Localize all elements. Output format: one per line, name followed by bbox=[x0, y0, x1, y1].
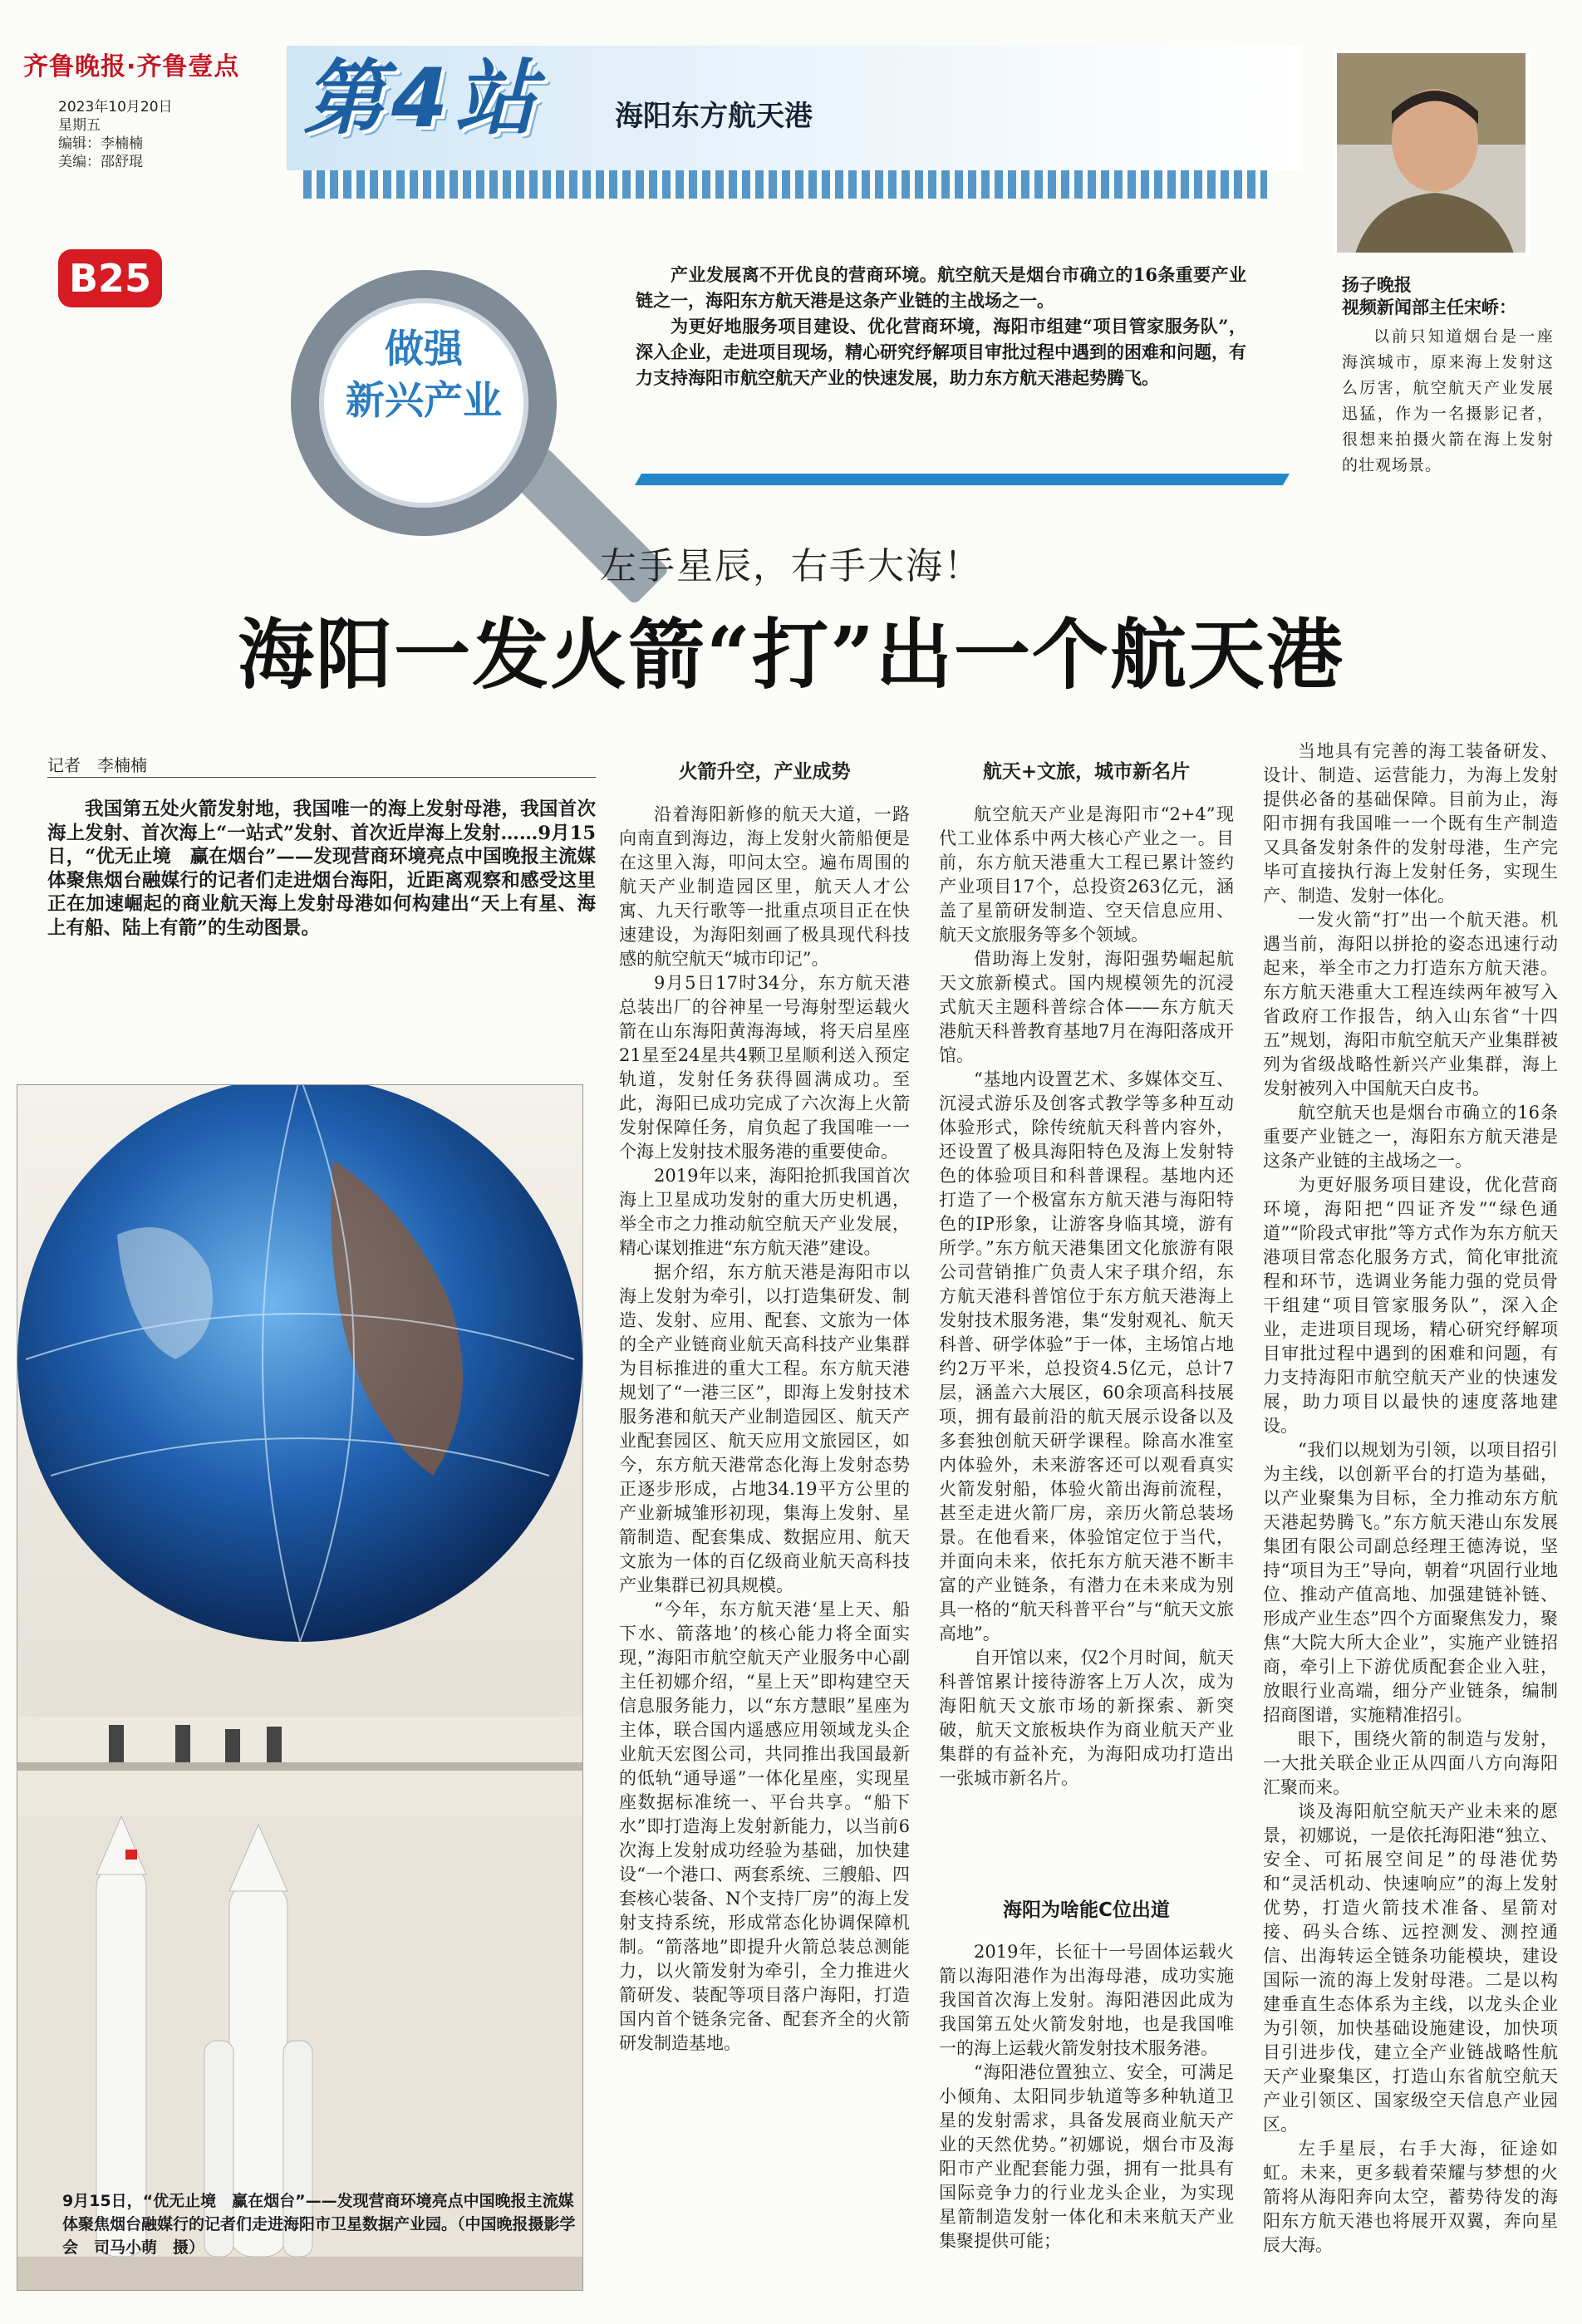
reporter-outlet: 扬子晚报 bbox=[1342, 275, 1412, 295]
section-theme-line2: 新兴产业 bbox=[346, 378, 502, 424]
article-paragraph: 借助海上发射，海阳强势崛起航天文旅新模式。国内规模领先的沉浸式航天主题科普综合体——东方航天港航天科普教育基地7月在海阳落成开馆。 bbox=[939, 949, 1234, 1065]
banner-stripes bbox=[303, 170, 1267, 199]
section-theme bbox=[299, 324, 548, 427]
editor-credit: 编辑：李楠楠 bbox=[58, 135, 143, 152]
page-number-badge: B25 bbox=[58, 249, 162, 307]
reporter-avatar bbox=[1334, 50, 1529, 256]
main-headline: 海阳一发火箭“打”出一个航天港 bbox=[238, 610, 1344, 700]
article-column-2-continued bbox=[939, 1940, 1234, 2253]
section-theme-line1: 做强 bbox=[385, 327, 463, 372]
article-paragraph: “我们以规划为引领，以项目招引为主线，以创新平台的打造为基础，以产业聚集为目标，全力推动东方航天港起势腾飞。”东方航天港山东发展集团有限公司副总经理王德涛说，坚持“项目为王”导向，朝着“巩固行业地位、推动产值高地、加强建链补链、形成产业生态”四个方面聚焦发力，聚焦“大院大所大企业”，实施产业链招商，牵引上下游优质配套企业入驻，放眼行业高端，细分产业链条，编制招商图谱，实施精准招引。 bbox=[1263, 1440, 1558, 1725]
article-paragraph: 2019年，长征十一号固体运载火箭以海阳港作为出海母港，成功实施我国首次海上发射。海阳港因此成为我国第五处火箭发射地，也是我国唯一的海上运载火箭发射技术服务港。 bbox=[939, 1942, 1234, 2058]
article-paragraph: 自开馆以来，仅2个月时间，航天科普馆累计接待游客上万人次，成为海阳航天文旅市场的新探索、新突破，航天文旅板块作为商业航天产业集群的有益补充，为海阳成功打造出一张城市新名片。 bbox=[939, 1648, 1234, 1788]
issue-meta bbox=[58, 98, 173, 171]
intro-paragraph: 为更好地服务项目建设、优化营商环境，海阳市组建“项目管家服务队”，深入企业，走进项目现场，精心研究纾解项目审批过程中遇到的困难和问题，有力支持海阳市航空航天产业的快速发展，助力东方航天港起势腾飞。 bbox=[636, 316, 1246, 388]
article-column-1 bbox=[619, 760, 910, 2056]
article-paragraph: 9月5日17时34分，东方航天港总装出厂的谷神星一号海射型运载火箭在山东海阳黄海海域，将天启星座21星至24星共4颗卫星顺利送入预定轨道，发射任务获得圆满成功。至此，海阳已成功完成了六次海上火箭发射保障任务，肩负起了我国唯一一个海上发射技术服务港的重要使命。 bbox=[619, 973, 910, 1162]
lede-paragraph: 我国第五处火箭发射地，我国唯一的海上发射母港，我国首次海上发射、首次海上“一站式”发射、首次近岸海上发射……9月15日，“优无止境 赢在烟台”——发现营商环境亮点中国晚报主流媒体聚焦烟台融媒行的记者们走进烟台海阳，近距离观察和感受这里正在加速崛起的商业航天海上发射母港如何构建出“天上有星、海上有船、陆上有箭”的生动图景。 bbox=[47, 798, 596, 939]
article-paragraph: “基地内设置艺术、多媒体交互、沉浸式游乐及创客式教学等多种互动体验形式，除传统航天科普内容外，还设置了极具海阳特色及海上发射特色的体验项目和科普课程。基地内还打造了一个极富东方航天港与海阳特色的IP形象，让游客身临其境，游有所学。”东方航天港集团文化旅游有限公司营销推广负责人宋子琪介绍，东方航天港科普馆位于东方航天港海上发射技术服务港，集“发射观礼、航天科普、研学体验”于一体，主场馆占地约2万平米，总投资4.5亿元，总计7层，涵盖六大展区，60余项高科技展项，拥有最前沿的航天展示设备以及多套独创航天研学课程。除高水准室内体验外，未来游客还可以观看真实火箭发射船，体验火箭出海前流程，甚至走进火箭厂房，亲历火箭总装场景。在他看来，体验馆定位于当代，并面向未来，依托东方航天港不断丰富的产业链条，有潜力在未来成为别具一格的“航天科普平台”与“航天文旅高地”。 bbox=[939, 1069, 1234, 1644]
byline-rule bbox=[47, 777, 596, 778]
article-column-3 bbox=[1263, 739, 1558, 2258]
feature-photo bbox=[17, 1084, 583, 2291]
article-paragraph: 据介绍，东方航天港是海阳市以海上发射为牵引，以打造集研发、制造、发射、应用、配套、文旅为一体的全产业链商业航天高科技产业集群为目标推进的重大工程。东方航天港规划了“一港三区”，即海上发射技术服务港和航天产业制造园区、航天产业配套园区、航天应用文旅园区，如今，东方航天港常态化海上发射态势正逐步形成，占地34.19平方公里的产业新城雏形初现，集海上发射、星箭制造、配套集成、数据应用、航天文旅为一体的百亿级商业航天高科技产业集群已初具规模。 bbox=[619, 1262, 910, 1595]
article-paragraph: 沿着海阳新修的航天大道，一路向南直到海边，海上发射火箭船便是在这里入海，叩问太空。遍布周围的航天产业制造园区里，航天人才公寓、九天行歌等一批重点项目正在快速建设，为海阳刻画了极具现代科技感的航空航天“城市印记”。 bbox=[619, 804, 910, 969]
newspaper-masthead: 齐鲁晚报·齐鲁壹点 bbox=[23, 52, 240, 81]
article-paragraph: 2019年以来，海阳抢抓我国首次海上卫星成功发射的重大历史机遇，举全市之力推动航空航天产业发展，精心谋划推进“东方航天港”建设。 bbox=[619, 1166, 910, 1258]
designer-credit: 美编：邵舒琨 bbox=[58, 154, 143, 170]
headline-kicker: 左手星辰，右手大海！ bbox=[600, 545, 982, 587]
intro-paragraph: 产业发展离不开优良的营商环境。航空航天是烟台市确立的16条重要产业链之一，海阳东方航天港是这条产业链的主战场之一。 bbox=[636, 264, 1246, 311]
article-paragraph: 当地具有完善的海工装备研发、设计、制造、运营能力，为海上发射提供必备的基础保障。目前为止，海阳市拥有我国唯一一个既有生产制造又具备发射条件的发射母港，生产完毕可直接执行海上发射任务，实现生产、制造、发射一体化。 bbox=[1263, 741, 1558, 906]
reporter-quote: 以前只知道烟台是一座海滨城市，原来海上发射这么厉害，航空航天产业发展迅猛，作为一名摄影记者，很想来拍摄火箭在海上发射的壮观场景。 bbox=[1342, 327, 1554, 474]
article-paragraph: 为更好服务项目建设，优化营商环境，海阳把“四证齐发”“绿色通道”“阶段式审批”等方式作为东方航天港项目常态化服务方式，简化审批流程和环节，选调业务能力强的党员骨干组建“项目管家服务队”，深入企业，走进项目现场，精心研究纾解项目审批过程中遇到的困难和问题，有力支持海阳市航空航天产业的快速发展，助力项目以最快的速度落地建设。 bbox=[1263, 1175, 1558, 1436]
article-column-2 bbox=[939, 760, 1234, 1791]
article-paragraph: “今年，东方航天港‘星上天、船下水、箭落地’的核心能力将全面实现，”海阳市航空航天产业服务中心副主任初娜介绍，“星上天”即构建空天信息服务能力，以“东方慧眼”星座为主体，联合国内遥感应用领域龙头企业航天宏图公司，共同推出我国最新的低轨“通导遥”一体化星座，实现星座数据标准统一、平台共享。“船下水”即打造海上发射新能力，以当前6次海上发射成功经验为基础，加快建设“一个港口、两套系统、三艘船、四套核心装备、N个支持厂房”的海上发射支持系统，形成常态化协调保障机制。“箭落地”即提升火箭总装总测能力，以火箭发射为牵引，全力推进火箭研发、装配等项目落户海阳，打造国内首个链条完备、配套齐全的火箭研发制造基地。 bbox=[619, 1599, 910, 2053]
section-heading: 航天+文旅，城市新名片 bbox=[982, 761, 1191, 783]
article-paragraph: 谈及海阳航空航天产业未来的愿景，初娜说，一是依托海阳港“独立、安全、可拓展空间足”的母港优势和“灵活机动、快速响应”的海上发射优势，打造火箭技术准备、星箭对接、码头合练、远控测发、测控通信、出海转运全链条功能模块，建设国际一流的海上发射母港。二是以构建垂直生态体系为主线，以龙头企业为引领，加快基础设施建设，加快项目引进步伐，建立全产业链战略性航天产业聚集区，打造山东省航空航天产业引领区、国家级空天信息产业园区。 bbox=[1263, 1801, 1558, 2135]
photo-caption: 9月15日，“优无止境 赢在烟台”——发现营商环境亮点中国晚报主流媒体聚焦烟台融媒行的记者们走进海阳市卫星数据产业园。（中国晚报摄影学会 司马小萌 摄） bbox=[62, 2192, 576, 2257]
article-paragraph: 一发火箭“打”出一个航天港。机遇当前，海阳以拼抢的姿态迅速行动起来，举全市之力打造东方航天港。东方航天港重大工程连续两年被写入省政府工作报告，纳入山东省“十四五”规划，海阳市航空航天产业集群被列为省级战略性新兴产业集群，海上发射被列入中国航天白皮书。 bbox=[1263, 910, 1558, 1098]
article-paragraph: 航空航天产业是海阳市“2+4”现代工业体系中两大核心产业之一。目前，东方航天港重大工程已累计签约产业项目17个，总投资263亿元，涵盖了星箭研发制造、空天信息应用、航天文旅服务等多个领域。 bbox=[939, 804, 1234, 945]
section-heading: 火箭升空，产业成势 bbox=[678, 761, 851, 783]
intro-block bbox=[636, 262, 1246, 391]
reporter-title: 视频新闻部主任宋峤： bbox=[1342, 297, 1516, 317]
article-paragraph: “海阳港位置独立、安全，可满足小倾角、太阳同步轨道等多种轨道卫星的发射需求，具备发展商业航天产业的天然优势。”初娜说，烟台市及海阳市产业配套能力强，拥有一批具有国际竞争力的行业龙头企业，为实现星箭制造发射一体化和未来航天产业集聚提供可能； bbox=[939, 2062, 1234, 2251]
station-title: 第4站 bbox=[303, 52, 543, 146]
issue-weekday: 星期五 bbox=[58, 117, 101, 134]
section-heading: 海阳为啥能C位出道 bbox=[1003, 1899, 1170, 1921]
lede bbox=[47, 798, 596, 940]
issue-date: 2023年10月20日 bbox=[58, 99, 173, 115]
reporter-info bbox=[1342, 274, 1516, 319]
station-subtitle: 海阳东方航天港 bbox=[615, 100, 813, 133]
article-paragraph: 航空航天也是烟台市确立的16条重要产业链之一，海阳东方航天港是这条产业链的主战场之一。 bbox=[1263, 1103, 1558, 1171]
intro-accent-bar bbox=[635, 474, 1290, 485]
article-paragraph: 眼下，围绕火箭的制造与发射，一大批关联企业正从四面八方向海阳汇聚而来。 bbox=[1263, 1729, 1558, 1797]
byline: 记者 李楠楠 bbox=[47, 755, 147, 775]
article-paragraph: 左手星辰，右手大海，征途如虹。未来，更多载着荣耀与梦想的火箭将从海阳奔向太空，蓄势待发的海阳东方航天港也将展开双翼，奔向星辰大海。 bbox=[1263, 2139, 1558, 2255]
